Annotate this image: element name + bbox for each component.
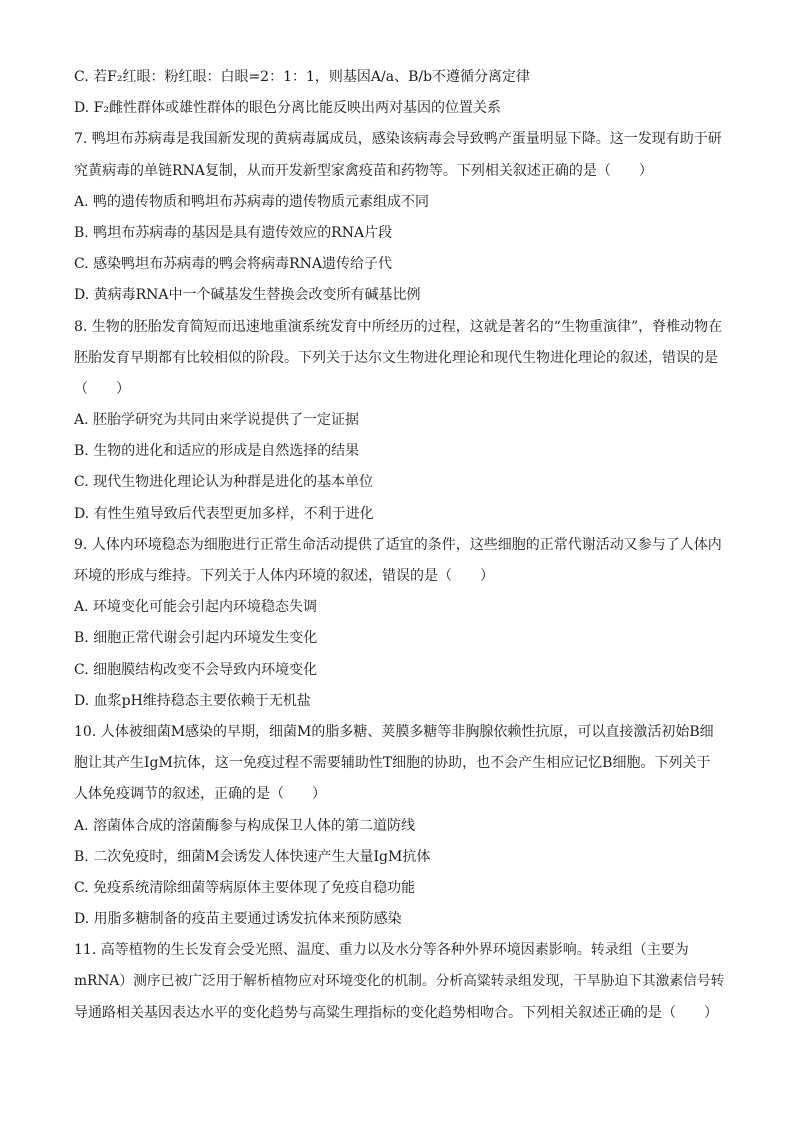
question-stem-line: 胞让其产生IgM抗体，这一免疫过程不需要辅助性T细胞的协助，也不会产生相应记忆B细胞。下列关于 bbox=[74, 755, 711, 772]
question-stem-line: 胚胎发育早期都有比较相似的阶段。下列关于达尔文生物进化理论和现代生物进化理论的叙述，错误的是 bbox=[74, 349, 718, 366]
option-b: B. 二次免疫时，细菌M会诱发人体快速产生大量IgM抗体 bbox=[74, 848, 431, 865]
question-stem-line: 7. 鸭坦布苏病毒是我国新发现的黄病毒属成员，感染该病毒会导致鸭产蛋量明显下降。这一发现有助于研 bbox=[74, 131, 722, 148]
option-a: A. 胚胎学研究为共同由来学说提供了一定证据 bbox=[74, 412, 360, 429]
question-9 bbox=[74, 530, 724, 717]
exam-page bbox=[74, 62, 724, 1029]
option-c: C. 感染鸭坦布苏病毒的鸭会将病毒RNA遗传给子代 bbox=[74, 256, 393, 273]
option-b: B. 细胞正常代谢会引起内环境发生变化 bbox=[74, 630, 318, 647]
question-8 bbox=[74, 312, 724, 530]
option-b: B. 鸭坦布苏病毒的基因是具有遗传效应的RNA片段 bbox=[74, 224, 393, 241]
question-stem-line: 人体免疫调节的叙述，正确的是（ ） bbox=[74, 786, 326, 803]
question-stem-line: 9. 人体内环境稳态为细胞进行正常生命活动提供了适宜的条件，这些细胞的正常代谢活动又参与了人体内 bbox=[74, 536, 722, 553]
question-stem-line: 10. 人体被细菌M感染的早期，细菌M的脂多糖、荚膜多糖等非胸腺依赖性抗原，可以直接激活初始B细 bbox=[74, 723, 714, 740]
option-a: A. 鸭的遗传物质和鸭坦布苏病毒的遗传物质元素组成不同 bbox=[74, 193, 430, 210]
question-stem-line: （ ） bbox=[74, 380, 130, 397]
option-a: A. 溶菌体合成的溶菌酶参与构成保卫人体的第二道防线 bbox=[74, 817, 416, 834]
question-10 bbox=[74, 717, 724, 935]
question-stem-line: 导通路相关基因表达水平的变化趋势与高粱生理指标的变化趋势相吻合。下列相关叙述正确的是（ ） bbox=[74, 1004, 718, 1021]
option-c: C. 免疫系统清除细菌等病原体主要体现了免疫自稳功能 bbox=[74, 879, 416, 896]
question-stem-line: 8. 生物的胚胎发育简短而迅速地重演系统发育中所经历的过程，这就是著名的“生物重演律”，脊椎动物在 bbox=[74, 318, 723, 335]
question-11 bbox=[74, 935, 724, 1029]
prev-option-d: D. F₂雌性群体或雄性群体的眼色分离比能反映出两对基因的位置关系 bbox=[74, 100, 501, 117]
question-7 bbox=[74, 124, 724, 311]
question-stem-line: 究黄病毒的单链RNA复制，从而开发新型家禽疫苗和药物等。下列相关叙述正确的是（ ） bbox=[74, 162, 653, 179]
question-stem-line: 环境的形成与维持。下列关于人体内环境的叙述，错误的是（ ） bbox=[74, 568, 494, 584]
option-c: C. 现代生物进化理论认为种群是进化的基本单位 bbox=[74, 474, 374, 491]
option-d: D. 有性生殖导致后代表型更加多样，不利于进化 bbox=[74, 505, 374, 522]
prev-option-c: C. 若F₂红眼：粉红眼：白眼=2：1：1，则基因A/a、B/b不遵循分离定律 bbox=[74, 69, 531, 85]
option-d: D. 血浆pH维持稳态主要依赖于无机盐 bbox=[74, 692, 311, 709]
option-b: B. 生物的进化和适应的形成是自然选择的结果 bbox=[74, 443, 360, 460]
option-c: C. 细胞膜结构改变不会导致内环境变化 bbox=[74, 661, 318, 678]
option-a: A. 环境变化可能会引起内环境稳态失调 bbox=[74, 599, 318, 616]
option-d: D. 黄病毒RNA中一个碱基发生替换会改变所有碱基比例 bbox=[74, 287, 421, 304]
question-stem-line: 11. 高等植物的生长发育会受光照、温度、重力以及水分等各种外界环境因素影响。转录组（主要为 bbox=[74, 942, 689, 959]
option-d: D. 用脂多糖制备的疫苗主要通过诱发抗体来预防感染 bbox=[74, 911, 402, 928]
question-stem-line: mRNA）测序已被广泛用于解析植物应对环境变化的机制。分析高粱转录组发现，干旱胁迫下其激素信号转 bbox=[74, 973, 724, 990]
